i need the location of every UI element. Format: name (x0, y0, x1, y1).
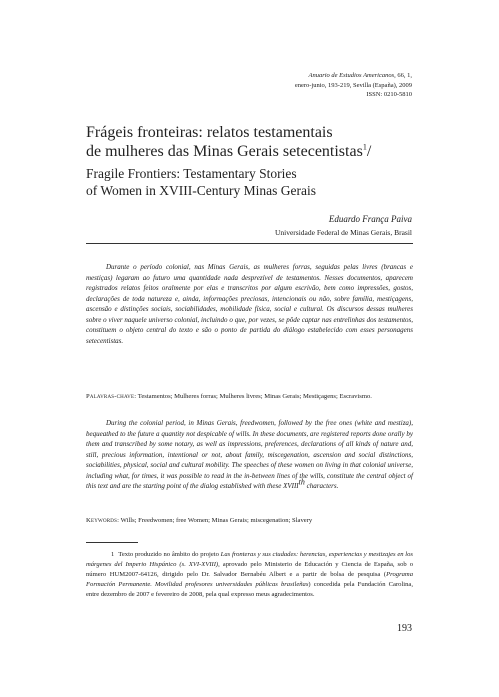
journal-volume: , 66, 1, (394, 72, 412, 79)
footnote (86, 550, 413, 600)
footnote-text-b: , aprovado pelo Ministerio de Educación y Ciencia de España, sob o número HUM2007-64126, dirigido pelo Dr. Salvador Bernabéu Albert e a partir de bolsa de pesquisa ( (86, 561, 414, 578)
page-number: 193 (397, 623, 412, 634)
keywords-english (86, 516, 413, 526)
keywords-en-label: Keywords: (86, 517, 120, 524)
header-rule (86, 243, 413, 244)
title-pt-line-1: Frágeis fronteiras: relatos testamentais (86, 124, 333, 141)
abstract-en-superscript: th (298, 477, 305, 487)
journal-name-line (212, 71, 412, 81)
keywords-pt-label: Palavras-chave: (86, 393, 137, 400)
footnote-program-title: Programa Formación Permanente. Movilidad profesores universidades públicas brasileñas (86, 571, 413, 588)
title-en-line-1: Fragile Frontiers: Testamentary Stories (86, 166, 297, 181)
journal-name: Anuario de Estudios Americanos (308, 72, 395, 79)
footnote-separator (86, 542, 138, 543)
keywords-en-text: Wills; Freedwomen; free Women; Minas Gerais; miscegenation; Slavery (120, 517, 313, 524)
article-title-portuguese (86, 123, 416, 161)
footnote-text-a: Texto produzido no âmbito do projeto (118, 551, 221, 558)
title-pt-line-2 (86, 142, 416, 161)
journal-issn: ISSN: 0210-5810 (366, 91, 412, 98)
abstract-english (86, 418, 413, 492)
author-name: Eduardo França Paiva (328, 214, 412, 224)
footnote-number: 1 (111, 551, 115, 558)
footnote-project-title: Las fronteras y sus ciudades: herencias, experiencias y mestizajes en los márgenes del Imperio Hispánico (s. XVI-XVIII) (86, 551, 413, 568)
author-affiliation: Universidade Federal de Minas Gerais, Brasil (274, 228, 412, 237)
title-slash: / (366, 143, 372, 160)
journal-issue: enero-junio, 193-219, Sevilla (España), 2009 (294, 81, 412, 89)
abstract-portuguese: Durante o período colonial, nas Minas Gerais, as mulheres forras, seguidas pelas livres (brancas e mestiças) legaram ao futuro uma quantidade nada desprezível de testamentos. Nesses documentos, aparecem registrados relatos feitos oralmente por elas e transcritos por algum escrivão, bem como impressões, gostos, declarações de toda natureza e, ainda, informações preciosas, intencionais ou não, sobre família, mestiçagens, ascensão e distinções sociais, sociabilidades, mobilidade física, social e cultural. Os discursos dessas mulheres sobre o viver naquele universo colonial, incluindo o que, por vezes, se pôde captar nas entrelinhas dos testamentos, constituem o objeto central do texto e são o ponto de partida do diálogo estabelecido com esses personagens setecentistas. (86, 263, 413, 345)
keywords-portuguese (86, 392, 413, 402)
abstract-en-end: characters. (304, 482, 339, 490)
journal-header (212, 71, 412, 100)
footnote-text-c: ) concedida pela Fundación Carolina, entre dezembro de 2007 e fevereiro de 2008, pela qual expresso meus agradecimentos. (86, 581, 413, 598)
article-title-english (86, 166, 416, 199)
title-en-line-2: of Women in XVIII-Century Minas Gerais (86, 182, 316, 198)
keywords-pt-text: Testamentos; Mulheres forras; Mulheres livres; Minas Gerais; Mestiçagens; Escravismo. (137, 393, 372, 400)
title-footnote-mark[interactable]: 1 (362, 142, 367, 152)
title-pt-line-2-text: de mulheres das Minas Gerais setecentistas (86, 143, 363, 160)
abstract-en-text: During the colonial period, in Minas Gerais, freedwomen, followed by the free ones (white and mestiza), bequeathed to the future a quantity not despicable of wills. In these documents, are registered reports done orally by them and transcribed by some notary, as well as impressions, preferences, declarations of all kinds of nature and, still, precious information, intentional or not, about family, miscegenation, ascension and social distinctions, sociabilities, physical, social and cultural mobility. The speeches of these women on living in that colonial universe, including what, for times, it was possible to read in the in-between lines of the wills, constitute the central object of this text and are the starting point of the dialog established with these XVIII (86, 419, 413, 490)
